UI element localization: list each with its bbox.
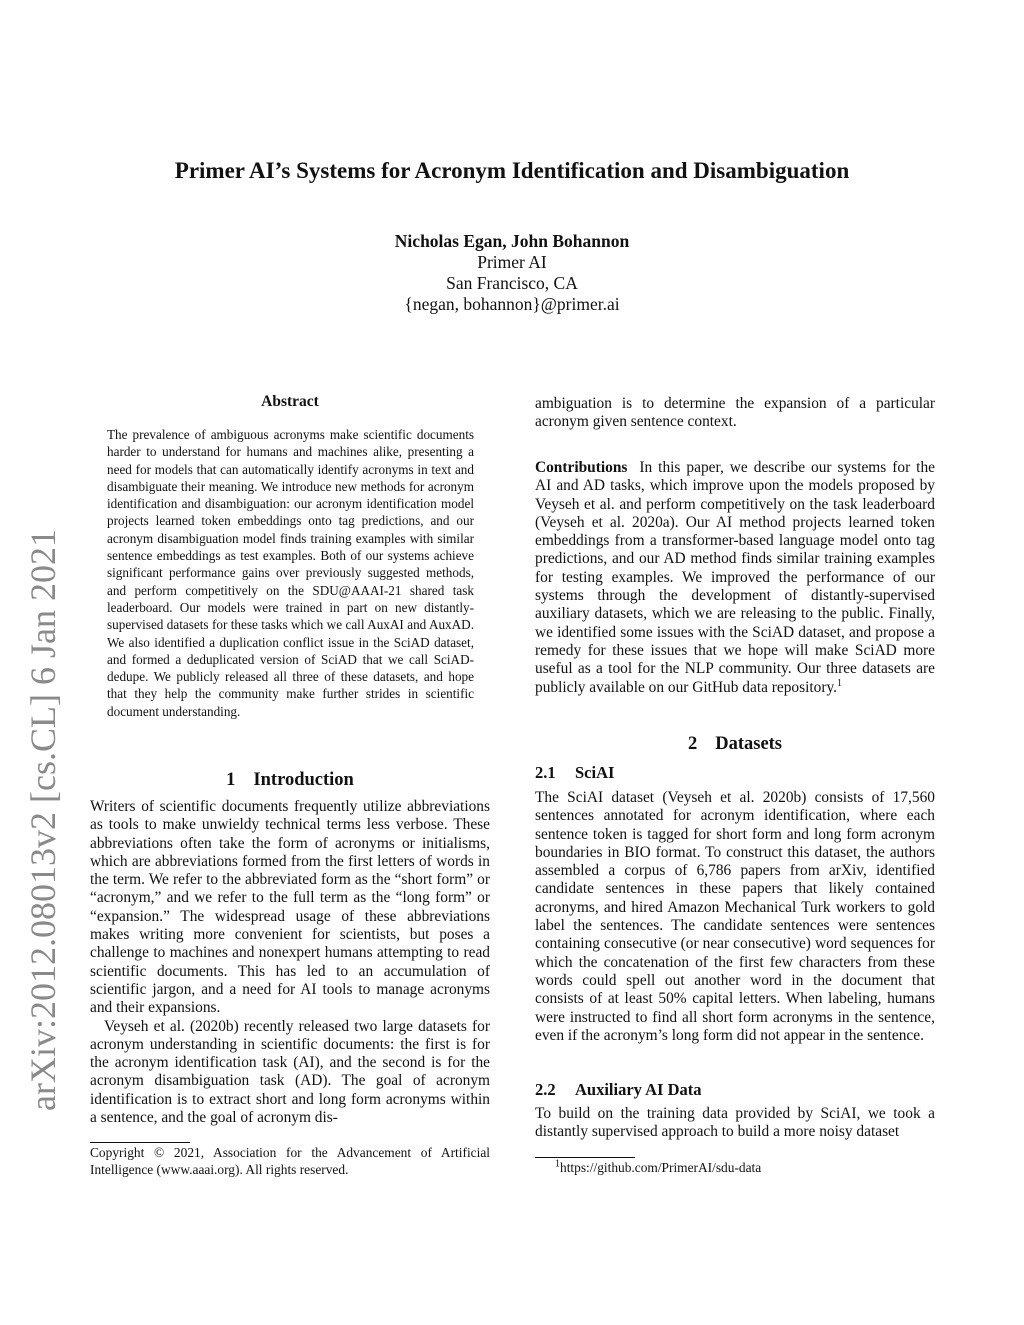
section-number: 2 (687, 734, 698, 754)
subsection-heading-auxiliary-ai (535, 1080, 935, 1100)
author-emails: {negan, bohannon}@primer.ai (404, 294, 620, 314)
section-title: Introduction (253, 770, 354, 790)
auxiliary-ai-paragraph: To build on the training data provided by SciAI, we took a distantly supervised approach to build a more noisy dataset (535, 1105, 935, 1141)
footnote (555, 1160, 935, 1177)
intro-paragraph-2: Veyseh et al. (2020b) recently released two large datasets for acronym understanding in scientific documents: the first is for the acronym identification task (AI), and the second is for the acronym disambiguation task (AD). The goal of acronym identification is to extract short and long form acronyms within a sentence, and the goal of acronym dis- (90, 1017, 490, 1127)
section-heading-datasets (535, 734, 935, 755)
subsection-number: 2.2 (535, 1080, 556, 1099)
sciai-paragraph: The SciAI dataset (Veyseh et al. 2020b) consists of 17,560 sentences annotated for acronym identification, where each sentence token is tagged for short form and long form acronym boundaries in BIO format. To construct this dataset, the authors assembled a corpus of 6,786 papers from arXiv, identified candidate sentences in these papers that likely contained acronyms, and hired Amazon Mechanical Turk workers to gold label the sentences. The candidate sentences were sentences containing consecutive (or near consecutive) word sequences for which the concatenation of the first few characters from these words could spell out another word in the document that consists of at least 50% capital letters. When labeling, humans were instructed to find all short form acronyms in the sentence, even if the acronym’s long form did not appear in the sentence. (535, 789, 935, 1044)
section-title: Datasets (715, 734, 783, 754)
copyright-notice: Copyright © 2021, Association for the Advancement of Artificial Intelligence (www.aaai.org). All rights reserved. (90, 1145, 490, 1177)
auxiliary-ai-body (535, 1105, 935, 1142)
contributions-paragraph (535, 459, 935, 697)
location: San Francisco, CA (446, 273, 578, 293)
author-block (0, 231, 1024, 315)
sciai-body (535, 789, 935, 1045)
footnote-url[interactable]: https://github.com/PrimerAI/sdu-data (560, 1160, 762, 1175)
abstract-text: The prevalence of ambiguous acronyms make scientific documents harder to understand for humans and machines alike, presenting a need for models that can automatically identify acronyms in text and disambiguate their meaning. We introduce new methods for acronym identification and disambiguation: our acronym identification model projects learned token embeddings onto tag predictions, and our acronym disambiguation model finds training examples with similar sentence embeddings as test examples. Both of our systems achieve significant performance gains over previously suggested methods, and perform competitively on the SDU@AAAI-21 shared task leaderboard. Our models were trained in part on new distantly-supervised datasets for these tasks which we call AuxAI and AuxAD. We also identified a duplication conflict issue in the SciAD dataset, and formed a deduplicated version of SciAD that we call SciAD-dedupe. We publicly released all three of these datasets, and hope that they help the community make further strides in scientific document understanding. (107, 427, 474, 719)
contributions-label: Contributions (535, 459, 628, 476)
affiliation: Primer AI (477, 252, 547, 272)
author-names: Nicholas Egan, John Bohannon (394, 231, 630, 251)
section-number: 1 (226, 770, 236, 790)
subsection-heading-sciai (535, 763, 935, 783)
arxiv-stamp: arXiv:2012.08013v2 [cs.CL] 6 Jan 2021 (23, 529, 63, 1111)
contributions-text: In this paper, we describe our systems for the AI and AD tasks, which improve upon the models proposed by Veyseh et al. and perform competitively on the task leaderboard (Veyseh et al. 2020a). Our AI method projects learned token embeddings from a transformer-based language model onto tag predictions, and our AD method finds similar training examples for testing examples. We improved the performance of our systems through the development of distantly-supervised auxiliary datasets, which we are releasing to the public. Finally, we identified some issues with the SciAD dataset, and propose a remedy for these issues that we hope will make SciAD more useful as a tool for the NLP community. Our three datasets are publicly available on our GitHub data repository. (535, 459, 935, 696)
section-heading-introduction (90, 770, 490, 791)
subsection-title: SciAI (575, 763, 615, 782)
footnote-rule (535, 1157, 635, 1158)
intro-paragraph-1: Writers of scientific documents frequently utilize abbreviations as tools to make unwieldy technical terms less verbose. These abbreviations often take the form of acronyms or initialisms, which are abbreviations formed from the first letters of words in the term. We refer to the abbreviated form as the “short form” or “acronym,” and we refer to the full term as the “long form” or “expansion.” The widespread usage of these abbreviations makes writing more convenient for scientists, but poses a challenge to machines and nonexpert humans attempting to read scientific documents. This has led to an accumulation of scientific jargon, and a need for AI tools to manage acronyms and their expansions. (90, 798, 490, 1017)
subsection-number: 2.1 (535, 763, 556, 782)
subsection-title: Auxiliary AI Data (575, 1080, 702, 1099)
continued-paragraph: ambiguation is to determine the expansion of a particular acronym given sentence context. (535, 395, 935, 431)
footnote-reference: 1 (837, 677, 843, 689)
paper-title: Primer AI’s Systems for Acronym Identification and Disambiguation (174, 158, 850, 183)
right-column-continuation (535, 395, 935, 432)
footnote-mark: 1 (555, 1158, 560, 1170)
abstract-heading: Abstract (261, 393, 319, 410)
intro-body (90, 798, 490, 1127)
footnote-rule (90, 1142, 190, 1143)
